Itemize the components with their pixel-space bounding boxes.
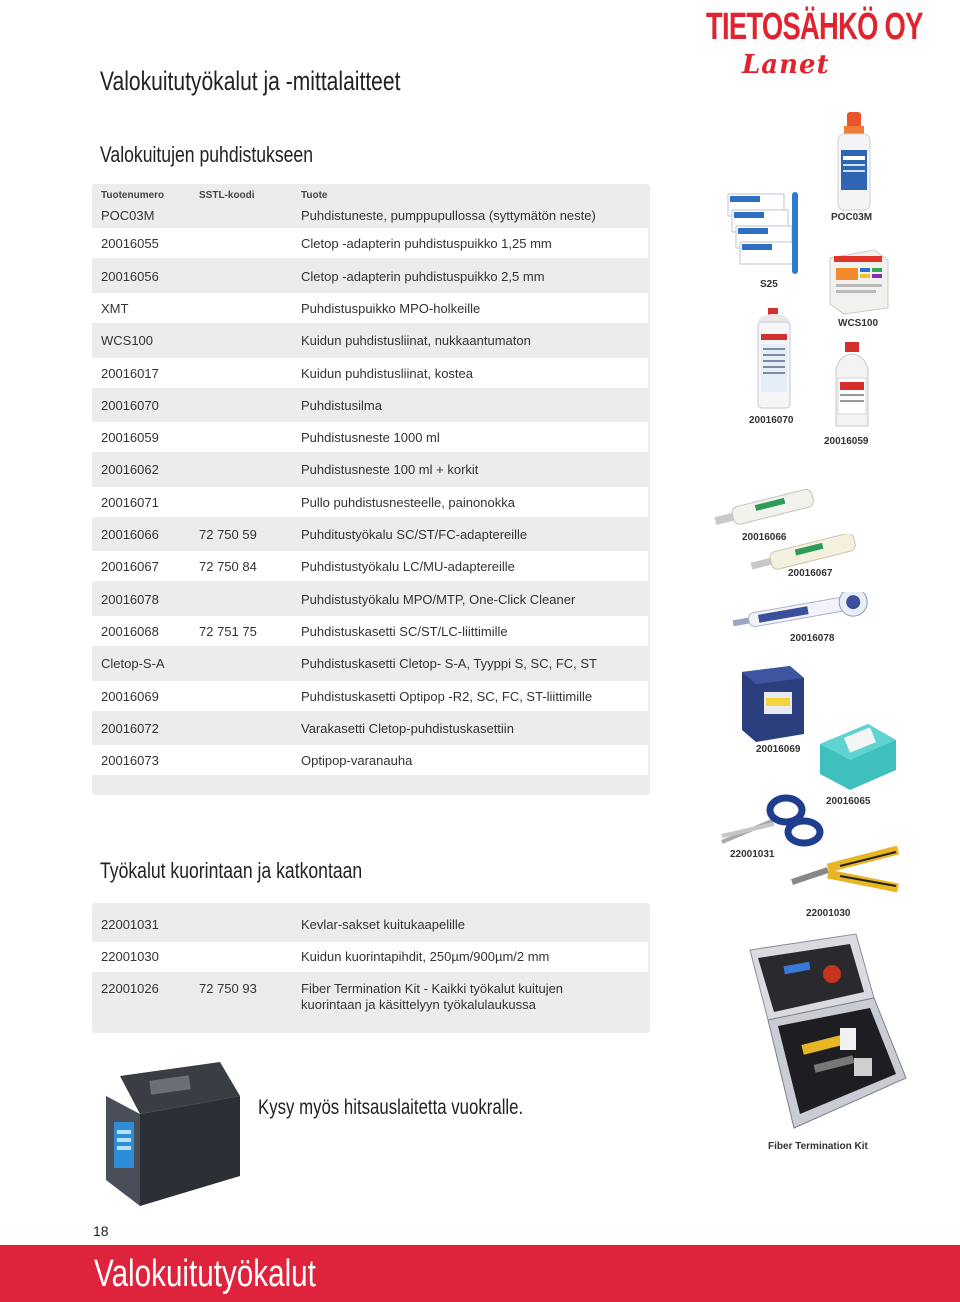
product-code: 20016073 xyxy=(101,753,159,769)
product-name: Kuidun puhdistusliinat, nukkaantumaton xyxy=(301,333,531,349)
caption-poc03m: POC03M xyxy=(831,212,873,223)
header-sstl: SSTL-koodi xyxy=(199,190,255,201)
table-row xyxy=(92,519,648,549)
product-code: 20016070 xyxy=(101,397,159,413)
product-code: 20016069 xyxy=(101,688,159,704)
product-code: Cletop-S-A xyxy=(101,656,165,672)
product-code: POC03M xyxy=(101,208,155,223)
product-name: Fiber Termination Kit - Kaikki työkalut kuitujen xyxy=(301,981,564,996)
table-row xyxy=(92,487,648,517)
table-row xyxy=(92,584,648,614)
product-name: Puhditustyökalu SC/ST/FC-adaptereille xyxy=(301,527,528,542)
product-code: 20016059 xyxy=(101,430,159,446)
table-row xyxy=(92,616,648,646)
table-row xyxy=(92,745,648,775)
product-name: Varakasetti Cletop-puhdistuskasettiin xyxy=(301,720,514,736)
product-name: Puhdistuskasetti SC/ST/LC-liittimille xyxy=(301,623,508,639)
section-heading-cleaning: Valokuitujen puhdistukseen xyxy=(100,142,313,167)
product-code: WCS100 xyxy=(101,333,154,349)
sstl-code: 72 750 84 xyxy=(199,559,257,575)
table-row xyxy=(92,422,648,452)
caption-20016069: 20016069 xyxy=(756,744,801,755)
product-code: 20016066 xyxy=(101,527,159,542)
product-name: Kuidun puhdistusliinat, kostea xyxy=(301,365,474,381)
mpo-one-click-cleaner-image xyxy=(728,592,878,630)
table-row xyxy=(92,293,648,323)
sstl-code: 72 750 93 xyxy=(199,981,257,996)
table-row xyxy=(92,942,648,972)
product-name: Puhdistusneste 1000 ml xyxy=(301,430,440,446)
product-code: 20016055 xyxy=(101,236,159,252)
fiber-termination-kit-image xyxy=(744,928,912,1140)
table-row xyxy=(92,648,648,678)
poc03m-bottle-image xyxy=(832,110,876,212)
sstl-code: 72 751 75 xyxy=(199,623,257,639)
table-row xyxy=(92,681,648,711)
caption-20016067: 20016067 xyxy=(788,568,833,579)
product-name: Kuidun kuorintapihdit, 250µm/900µm/2 mm xyxy=(301,949,550,964)
caption-20016070: 20016070 xyxy=(749,415,794,426)
product-code: 20016062 xyxy=(101,462,159,478)
product-name: Puhdistuskasetti Cletop- S-A, Tyyppi S, SC, FC, ST xyxy=(301,656,597,672)
table-row xyxy=(92,454,648,484)
company-name: TIETOSÄHKÖ OY xyxy=(706,6,923,48)
table-row xyxy=(92,325,648,355)
product-code: 20016068 xyxy=(101,623,159,639)
table-row xyxy=(92,390,648,420)
product-code: 20016071 xyxy=(101,494,159,510)
page-number: 18 xyxy=(93,1223,109,1239)
product-code: 20016078 xyxy=(101,591,159,607)
caption-20016065: 20016065 xyxy=(826,796,871,807)
product-name: Kevlar-sakset kuitukaapelille xyxy=(301,917,466,932)
product-code: 20016056 xyxy=(101,268,159,284)
wcs100-wipes-image xyxy=(824,246,892,316)
table-row xyxy=(92,551,648,581)
caption-20016059: 20016059 xyxy=(824,436,869,447)
product-code: 22001030 xyxy=(101,949,159,964)
fiber-stripper-image xyxy=(788,846,902,896)
cleaning-fluid-bottle-image xyxy=(828,342,876,430)
kevlar-scissors-image xyxy=(718,790,826,850)
caption-22001030: 22001030 xyxy=(806,908,851,919)
product-name: Puhdistusilma xyxy=(301,397,382,413)
product-name: Puhdistustyökalu MPO/MTP, One-Click Cleaner xyxy=(301,591,576,607)
product-name: Puhdistuneste, pumppupullossa (syttymätön neste) xyxy=(301,208,596,223)
optipop-cassette-image xyxy=(734,664,808,744)
product-code: 20016067 xyxy=(101,559,159,575)
product-name: Puhdistusneste 100 ml + korkit xyxy=(301,462,479,478)
promo-text: Kysy myös hitsauslaitetta vuokralle. xyxy=(258,1096,524,1119)
section-heading-tools: Työkalut kuorintaan ja katkontaan xyxy=(100,858,363,883)
table-row xyxy=(92,261,648,291)
table-row xyxy=(92,200,648,230)
product-code: 22001026 xyxy=(101,981,159,996)
product-name: Cletop -adapterin puhdistuspuikko 2,5 mm xyxy=(301,268,545,284)
fusion-splicer-image xyxy=(100,1056,246,1210)
s25-sticks-image xyxy=(724,186,806,278)
table-row xyxy=(92,974,648,1018)
product-code: 20016017 xyxy=(101,365,159,381)
caption-s25: S25 xyxy=(760,279,778,290)
caption-22001031: 22001031 xyxy=(730,849,775,860)
header-code: Tuotenumero xyxy=(101,190,165,201)
caption-20016078: 20016078 xyxy=(790,633,835,644)
page-title: Valokuitutyökalut ja -mittalaitteet xyxy=(100,66,401,96)
header-product: Tuote xyxy=(301,190,328,201)
caption-wcs100: WCS100 xyxy=(838,318,879,329)
table-row xyxy=(92,910,648,940)
product-code: 22001031 xyxy=(101,917,159,932)
product-name: Pullo puhdistusnesteelle, painonokka xyxy=(301,494,515,510)
caption-fiber-termination-kit: Fiber Termination Kit xyxy=(768,1141,868,1152)
caption-20016066: 20016066 xyxy=(742,532,787,543)
product-name: Puhdistustyökalu LC/MU-adaptereille xyxy=(301,559,515,575)
table-row xyxy=(92,713,648,743)
product-code: 20016072 xyxy=(101,720,159,736)
product-name: Puhdistuspuikko MPO-holkeille xyxy=(301,300,481,316)
teal-cassette-image xyxy=(816,718,900,792)
product-name-line2: kuorintaan ja käsittelyyn työkalulaukussa xyxy=(301,997,536,1012)
sc-cleaning-tool-image xyxy=(708,488,820,530)
cleaning-air-can-image xyxy=(752,308,796,412)
table-row xyxy=(92,358,648,388)
table-row xyxy=(92,228,648,258)
product-name: Optipop-varanauha xyxy=(301,753,413,769)
product-name: Puhdistuskasetti Optipop -R2, SC, FC, ST-liittimille xyxy=(301,688,593,704)
product-code: XMT xyxy=(101,300,129,316)
brand-logo: Lanet xyxy=(742,50,830,80)
footer-title: Valokuitutyökalut xyxy=(94,1253,316,1295)
product-name: Cletop -adapterin puhdistuspuikko 1,25 mm xyxy=(301,236,552,252)
sstl-code: 72 750 59 xyxy=(199,527,257,542)
